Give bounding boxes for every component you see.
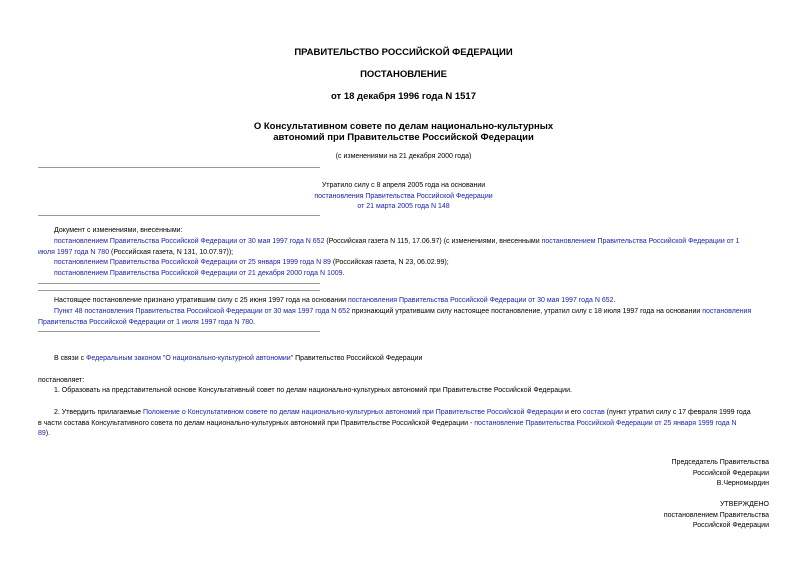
expired-note <box>0 181 807 213</box>
signature-block <box>672 458 769 490</box>
item-2-decree-link-cont[interactable]: 89 <box>38 430 46 438</box>
resolves-label: постановляет: <box>38 377 85 384</box>
expired-link-1[interactable]: постановления Правительства Российской Федерации <box>314 192 493 200</box>
document-date-number: от 18 декабря 1996 года N 1517 <box>330 91 476 102</box>
expired-link-2[interactable]: от 21 марта 2005 года N 148 <box>357 203 450 211</box>
approved-label: УТВЕРЖДЕНО <box>719 501 769 508</box>
item-2-decree-link[interactable]: постановление Правительства Российской Федерации от 25 января 1999 года N <box>474 419 737 427</box>
document-title-line-1: О Консультативном совете по делам национально-культурных <box>253 121 554 132</box>
document-type: ПОСТАНОВЛЕНИЕ <box>360 69 447 80</box>
government-heading: ПРАВИТЕЛЬСТВО РОССИЙСКОЙ ФЕДЕРАЦИИ <box>294 47 513 58</box>
change-link-2-cont[interactable]: июля 1997 года N 780 <box>38 248 110 256</box>
change-link-3[interactable]: постановлением Правительства Российской Федерации от 25 января 1999 года N 89 <box>54 259 331 266</box>
approved-by: постановлением Правительства <box>663 511 769 519</box>
federal-law-link[interactable]: Федеральным законом "О национально-культурной автономии" <box>86 355 294 362</box>
divider <box>38 215 320 216</box>
signature-country: Российской Федерации <box>692 469 769 477</box>
repeal-link-2[interactable]: Пункт 48 постановления Правительства Российской Федерации от 30 мая 1997 года N 652 <box>54 308 350 315</box>
repeal-link-3[interactable]: постановления <box>702 308 752 315</box>
amended-note: (с изменениями на 21 декабря 2000 года) <box>335 153 472 160</box>
change-link-1[interactable]: постановлением Правительства Российской Федерации от 30 мая 1997 года N 652 <box>54 238 325 245</box>
changes-paragraph-1: постановлением Правительства Российской Федерации от 30 мая 1997 года N 652 (Российская газета N 115, 17.06.97) (с изменениями, внесенными постановлением Правительства Российской Федерации от 1 июля 1997 года N 780 (Российская газета, N 131, 10.07.97)); <box>38 238 740 256</box>
repeal-link-1[interactable]: постановления Правительства Российской Федерации от 30 мая 1997 года N 652 <box>347 297 614 304</box>
changes-paragraph-3: постановлением Правительства Российской Федерации от 21 декабря 2000 года N 1009. <box>54 270 345 277</box>
preamble: В связи с Федеральным законом "О национально-культурной автономии" Правительство Российской Федерации <box>54 355 423 362</box>
document-title-line-2: автономий при Правительстве Российской Федерации <box>273 132 534 143</box>
change-link-4[interactable]: постановлением Правительства Российской Федерации от 21 декабря 2000 года N 1009 <box>54 270 343 277</box>
composition-link[interactable]: состав <box>582 409 605 416</box>
signature-name: В.Черномырдин <box>716 480 769 488</box>
repeal-paragraph-1: Настоящее постановление признано утратившим силу с 25 июня 1997 года на основании постановления Правительства Российской Федерации от 30 мая 1997 года N 652. <box>54 297 616 304</box>
change-link-2[interactable]: постановлением Правительства Российской Федерации от 1 <box>541 238 740 245</box>
divider <box>38 331 320 332</box>
approved-country: Российской Федерации <box>692 522 769 530</box>
changes-intro: Документ с изменениями, внесенными: <box>54 227 183 234</box>
repeal-link-3-cont[interactable]: Правительства Российской Федерации от 1 июля 1997 года N 780 <box>38 318 254 326</box>
repeal-paragraph-2: Пункт 48 постановления Правительства Российской Федерации от 30 мая 1997 года N 652 признающий утратившим силу настоящее постановление, утратил силу с 18 июля 1997 года на основании постановления Правительства Российской Федерации от 1 июля 1997 года N 780. <box>38 308 752 326</box>
signature-title: Председатель Правительства <box>671 459 769 466</box>
item-1: 1. Образовать на представительной основе Консультативный совет по делам национально-культурных автономий при Правительстве Российской Федерации. <box>54 387 572 394</box>
divider <box>38 283 320 284</box>
expired-line: Утратило силу с 8 апреля 2005 года на основании <box>321 182 486 189</box>
approved-block <box>664 500 769 532</box>
divider <box>38 290 320 291</box>
divider <box>38 167 320 168</box>
regulation-link[interactable]: Положение о Консультативном совете по делам национально-культурных автономий при Правительстве Российской Федерации <box>142 409 564 416</box>
changes-paragraph-2: постановлением Правительства Российской Федерации от 25 января 1999 года N 89 (Российская газета, N 23, 06.02.99); <box>54 259 449 266</box>
item-2: 2. Утвердить прилагаемые Положение о Консультативном совете по делам национально-культурных автономий при Правительстве Российской Федерации и его состав (пункт утратил силу с 17 февраля 1999 года в части состава Консультативного совета по делам национально-культурных автономий при Правительстве Российской Федерации - постановление Правительства Российской Федерации от 25 января 1999 года N 89). <box>38 409 751 438</box>
